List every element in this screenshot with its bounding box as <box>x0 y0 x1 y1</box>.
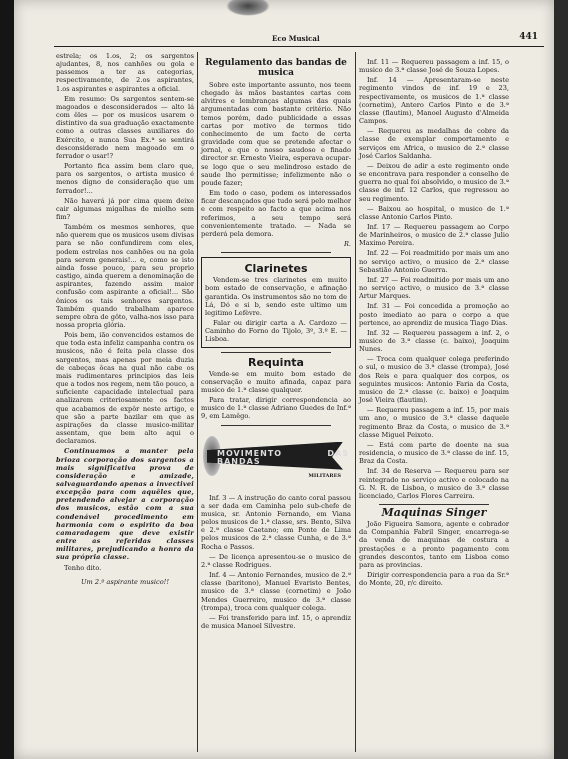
paragraph: Em resumo: Os sargentos sentem-se magoados e desconsiderados — alto lá com êles — por os musicos usarem o distintivo da sua graduação exactamente como a outras classes auxiliares do Exército, e nunca Sua Ex.ª se sentirá desconsiderado nem magoado em o ferrador o usar!? <box>56 94 194 160</box>
movement-entry: Inf. 22 — Foi readmitido por mais um ano no serviço activo, o musico de 2.ª classe Sebastião Antonio Guerra. <box>359 249 509 274</box>
movement-entry: — Requereu as medalhas de cobre da classe de exemplar comportamento e serviços em Africa, o musico de 2.ª classe José Carlos Saldanha. <box>359 127 509 160</box>
movement-entry: — Requereu passagem a inf. 15, por mais um ano, o musico de 3.ª classe daquele regimento Braz da Costa, o musico de 3.ª classe Miguel Peixoto. <box>359 406 509 439</box>
movement-entry: Inf. 11 — Requereu passagem a inf. 15, o musico de 3.ª classe José de Souza Lopes. <box>359 58 509 75</box>
ad-contact: Para tratar, dirigir correspondencia ao musico de 1.ª classe Adriano Guedes de Inf.ª 9, em Lamêgo. <box>201 396 351 421</box>
bold-note: Continuamos a manter pela brioza corporação dos sargentos a mais significativa prova de consideração e amizade, salvaguardando apenas a invectivei excepção para com aquêles que, pretendendo alvejar a corporação dos musicos, estão com a sua condenável procedimento em harmonia com o espirito da boa camaradagem que deve existir entre as referidas classes militares, prejudicando a honra da sua própria classe. <box>56 447 194 562</box>
column-right <box>359 58 509 589</box>
ad-clarinetes <box>201 257 351 347</box>
movement-entry: Inf. 14 — Apresentaram-se neste regimento vindos de inf. 19 e 23, respectivamente, os musicos de 1.ª classe (cornetim), Antero Carlos Pinto e de 3.ª classe (flautim), Manoel Augusto d'Almeida Campos. <box>359 76 509 126</box>
paragraph: estrela; os 1.os, 2; os sargentos ajudantes, 8, nos canhões ou gola e passemos a ter as categorias, respectivamente, de 2.os aspirantes, 1.os aspirantes e aspirantes a oficial. <box>56 52 194 93</box>
paragraph: Pois bem, ião convencidos estamos de que toda esta infeliz campanha contra os musicos, não é feita pela classe dos sargentos, mas apenas por meia duzia de cabeças ôcas na qual não cabe os mais rudimentares principios das leis que a todos nos regem, nem tão pouco, a suficiente capacidade intelectual para analizarem criteriosamente os factos que acabamos de expôr neste artigo, e que são a parte bazilar em que as aspirações da classe musico-militar assentam, que bem alto aqui o declaramos. <box>56 331 194 446</box>
movement-entry: — Deixou de adir a este regimento onde se encontrava para responder a conselho de guerra no qual foi absolvido, o musico de 3.ª classe de inf. 12 Carlos, que regressou ao seu regimento. <box>359 161 509 203</box>
divider <box>221 352 331 353</box>
page-number: 441 <box>519 32 538 42</box>
movement-entry: Inf. 3 — A instrução do canto coral passou a ser dada em Caminha pelo sub-chefe de musica, sr. Antonio Fernando, em Viana pelos musicos de 1.ª classe, srs. Bento, Silva e 2.ª classe Caetano; em Ponte de Lima pelos musicos de 2.ª classe Cunha, e de 3.ª Rocha e Passos. <box>201 493 351 551</box>
ad-text: Vende-se em muito bom estado de conservação e muito afinada, capaz para musico de 1.ª classe qualquer. <box>201 369 351 394</box>
divider <box>221 252 331 253</box>
running-title: Eco Musical <box>272 34 320 43</box>
page-header <box>54 34 544 47</box>
paragraph: Também os mesmos senhores, que não querem que os musicos usem divisas para se não confundirem com eles, podem estrelas nos canhões ou na gola para serem generais!... e, como se isto ainda fosse pouco, para seu proprio castigo, ainda querem a denominação de aspirantes, fazendo assim maior confusão com aspirante a oficial!... São ônicos os tais senhores sargentos. Também quando trabalham aparece sempre obra de gôto, valha-nos isso para nossa propria glória. <box>56 223 194 329</box>
binding-edge <box>0 0 14 759</box>
movement-entry: Inf. 27 — Foi readmitido por mais um ano no serviço activo, o musico de 3.ª classe Artur Marques. <box>359 275 509 301</box>
movement-entry: Inf. 4 — Antonio Fernandes, musico de 2.ª classe (baritono), Manuel Evaristo Bentes, musico de 3.ª classe (cornetim) e João Mendes Guerreiro, musico de 3.ª classe (trompa), troca com qualquer colega. <box>201 571 351 612</box>
divider <box>221 425 331 426</box>
movement-entry: — De licença apresentou-se o musico de 2.ª classe Rodrigues. <box>201 552 351 569</box>
movement-entry: Inf. 31 — Foi concedida a promoção ao posto imediato ao para o corpo a que pertence, ao aprendiz de musica Tiago Dias. <box>359 302 509 327</box>
ad-title: Maquinas Singer <box>381 505 487 519</box>
movement-entry: Inf. 32 — Requereu passagem a inf. 2, o musico de 3.ª classe (c. baixo), Joaquim Nunes. <box>359 328 509 354</box>
ad-title: Clarinetes <box>244 262 308 276</box>
section-banner <box>203 432 349 488</box>
paragraph: Portanto fica assim bem claro que, para os sargentos, o artista musico é menos digno de consideração que um ferrador!... <box>56 162 194 195</box>
banner-subtitle: MILITARES <box>308 472 341 479</box>
paragraph: Não haverá já por cima quem deixe cair algumas migalhas de miolho sem fim? <box>56 196 194 221</box>
movement-entry: — Baixou ao hospital, o musico de 1.ª classe Antonio Carlos Pinto. <box>359 204 509 221</box>
ad-text: João Figueira Samora, agente e cobrador da Companhia Fabril Singer, encarrega-se da venda de maquinas de costura a prestações e a pronto pagamento com grandes descontos, tanto em Lisboa como para as provincias. <box>359 520 509 569</box>
ink-ornament <box>226 0 270 16</box>
movement-entry: — Foi transferido para inf. 15, o aprendiz de musica Manoel Silvestre. <box>201 613 351 630</box>
column-rule <box>355 52 356 752</box>
column-left <box>56 52 194 586</box>
movement-entry: Inf. 34 de Reserva — Requereu para ser reintegrado no serviço activo e colocado na G. N. R. de Lisboa, o musico de 3.ª classe licenciado, Carlos Flores Carreira. <box>359 467 509 500</box>
paragraph: Sobre este importante assunto, nos teem chegado às mãos bastantes cartas com alvitres e lembranças algumas das quais argumentadas com bastante critério. Não temos porém, dado publicidade a essas cartas por motivo de termos tido conhecimento de um facto de certa gravidade com que se pretende afectar o jornal, e que o nosso saudoso e finado director sr. Ernesto Vieira, esperava ocupar-se logo que o seu melindroso estado de saude lho permitisse; infelizmente não o poude fazer; <box>201 81 351 187</box>
newspaper-page <box>14 0 554 759</box>
closing-line: Tenho dito. <box>64 563 102 572</box>
banner-title: MOVIMENTO DAS BANDAS <box>217 448 349 466</box>
signature: Um 2.º aspirante musico!! <box>81 577 169 586</box>
signature: R. <box>343 239 351 248</box>
movement-entry: — Está com parte de doente na sua residencia, o musico de 3.ª classe de inf. 15, Braz da Costa. <box>359 440 509 466</box>
divider <box>379 504 489 505</box>
ad-contact: Falar ou dirigir carta a A. Cardozo — Caminho do Forno do Tijolo, 3º, 3.º E. — Lisboa. <box>205 319 347 344</box>
paragraph: Em todo o caso, podem os interessados ficar descançados que tudo será pelo melhor e com respeito ao facto a que acima nos referimos, a seu tempo será convenientemente tratado. — Nada se perderá pela demora. <box>201 189 351 238</box>
ad-title: Requinta <box>248 355 304 369</box>
movement-entry: Inf. 17 — Requereu passagem ao Corpo de Marinheiros, o musico de 2.ª classe Julio Maximo Pereira. <box>359 222 509 248</box>
column-middle <box>201 56 351 632</box>
movement-entry: — Troca com qualquer colega preferindo o sul, o musico de 3.ª classe (trompa), José dos Reis e para qualquer dos corpos, os seguintes musicos: Antonio Faria da Costa, musico de 2.ª classe (c. baixo) e Joaquim José Vieira (flautim). <box>359 355 509 405</box>
article-title: Regulamento das bandas de musica <box>205 58 347 78</box>
ad-contact: Dirigir correspondencia para a rua da Sr.ª do Monte, 20, r/c direito. <box>359 571 509 588</box>
column-rule <box>197 52 198 752</box>
ad-text: Vendem-se tres clarinetes em muito bom estado de conservação, e afinação garantida. Os instrumentos são no tom de Lá, Dó e si b, sendo este ultimo um legitimo Lefèvre. <box>205 276 347 317</box>
